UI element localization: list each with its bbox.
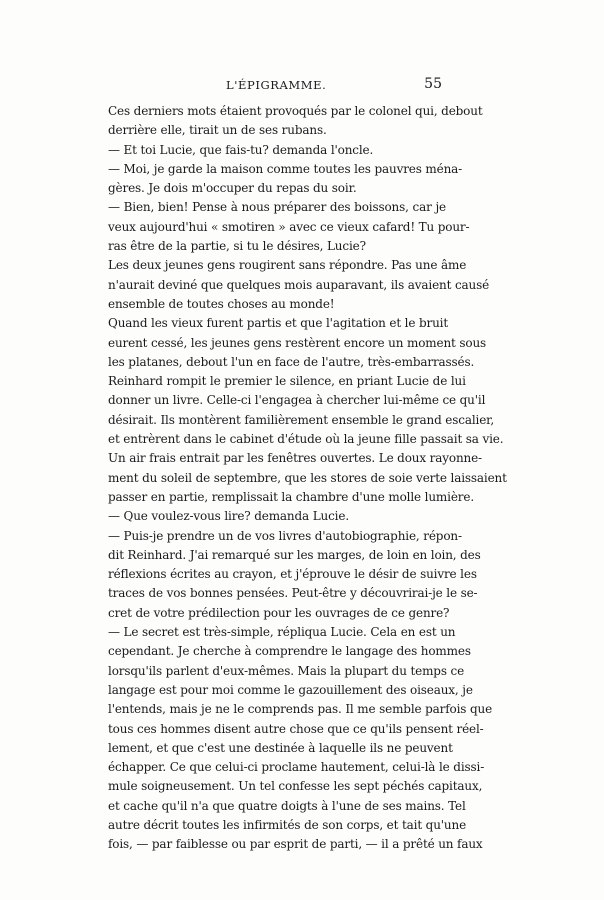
text-line: Quand les vieux furent partis et que l'agitation et le bruit (108, 316, 449, 331)
text-line: fois, — par faiblesse ou par esprit de parti, — il a prêté un faux (108, 837, 483, 852)
text-line: Ces derniers mots étaient provoqués par le colonel qui, debout (108, 104, 483, 118)
text-line: réflexions écrites au crayon, et j'éprouve le désir de suivre les (108, 567, 477, 582)
text-line: mule soigneusement. Un tel confesse les sept péchés capitaux, (108, 779, 483, 794)
text-line: — Moi, je garde la maison comme toutes les pauvres ména- (108, 161, 463, 176)
text-line: derrière elle, tirait un de ses rubans. (108, 123, 327, 138)
text-line: cret de votre prédilection pour les ouvrages de ce genre? (108, 605, 450, 620)
text-line: lorsqu'ils parlent d'eux-mêmes. Mais la plupart du temps ce (108, 663, 465, 678)
text-line: passer en partie, remplissait la chambre d'une molle lumière. (108, 489, 474, 504)
text-line: gères. Je dois m'occuper du repas du soir. (108, 181, 357, 196)
running-title: L'ÉPIGRAMME. (226, 78, 327, 92)
text-line: — Et toi Lucie, que fais-tu? demanda l'oncle. (108, 142, 374, 157)
text-line: autre décrit toutes les infirmités de son corps, et tait qu'une (108, 817, 467, 832)
body-text (108, 102, 507, 855)
text-line: — Que voulez-vous lire? demanda Lucie. (108, 509, 349, 524)
text-line: Les deux jeunes gens rougirent sans répondre. Pas une âme (108, 258, 467, 273)
text-line: — Bien, bien! Pense à nous préparer des boissons, car je (108, 200, 446, 215)
text-line: Un air frais entrait par les fenêtres ouvertes. Le doux rayonne- (108, 451, 482, 466)
text-line: échapper. Ce que celui-ci proclame hautement, celui-là le dissi- (108, 760, 485, 775)
text-line: ensemble de toutes choses au monde! (108, 296, 335, 311)
text-line: désirait. Ils montèrent familièrement ensemble le grand escalier, (108, 412, 495, 427)
text-line: langage est pour moi comme le gazouillement des oiseaux, je (108, 682, 473, 697)
text-line: — Puis-je prendre un de vos livres d'autobiographie, répon- (108, 528, 462, 543)
text-line: donner un livre. Celle-ci l'engagea à chercher lui-même ce qu'il (108, 393, 486, 408)
text-line: ras être de la partie, si tu le désires, Lucie? (108, 239, 366, 254)
text-line: veux aujourd'hui « smotiren » avec ce vieux cafard! Tu pour- (108, 219, 470, 234)
page-number: 55 (424, 76, 442, 92)
text-line: l'entends, mais je ne le comprends pas. Il me semble parfois que (108, 702, 493, 717)
text-line: Reinhard rompit le premier le silence, en priant Lucie de lui (108, 374, 466, 389)
text-line: dit Reinhard. J'ai remarqué sur les marges, de loin en loin, des (108, 547, 481, 562)
page-header (108, 78, 442, 98)
text-line: les platanes, debout l'un en face de l'autre, très-embarrassés. (108, 354, 475, 369)
text-line: eurent cessé, les jeunes gens restèrent encore un moment sous (108, 335, 487, 350)
text-line: — Le secret est très-simple, répliqua Lucie. Cela en est un (108, 625, 456, 640)
text-line: et cache qu'il n'a que quatre doigts à l'une de ses mains. Tel (108, 798, 466, 813)
text-line: n'aurait deviné que quelques mois auparavant, ils avaient causé (108, 277, 490, 292)
text-line: et entrèrent dans le cabinet d'étude où la jeune fille passait sa vie. (108, 432, 504, 447)
text-line: tous ces hommes disent autre chose que ce qu'ils pensent réel- (108, 721, 484, 736)
text-line: lement, et que c'est une destinée à laquelle ils ne peuvent (108, 740, 453, 755)
text-line: ment du soleil de septembre, que les stores de soie verte laissaient (108, 470, 507, 485)
text-line: traces de vos bonnes pensées. Peut-être y découvrirai-je le se- (108, 586, 478, 601)
text-line: cependant. Je cherche à comprendre le langage des hommes (108, 644, 471, 659)
